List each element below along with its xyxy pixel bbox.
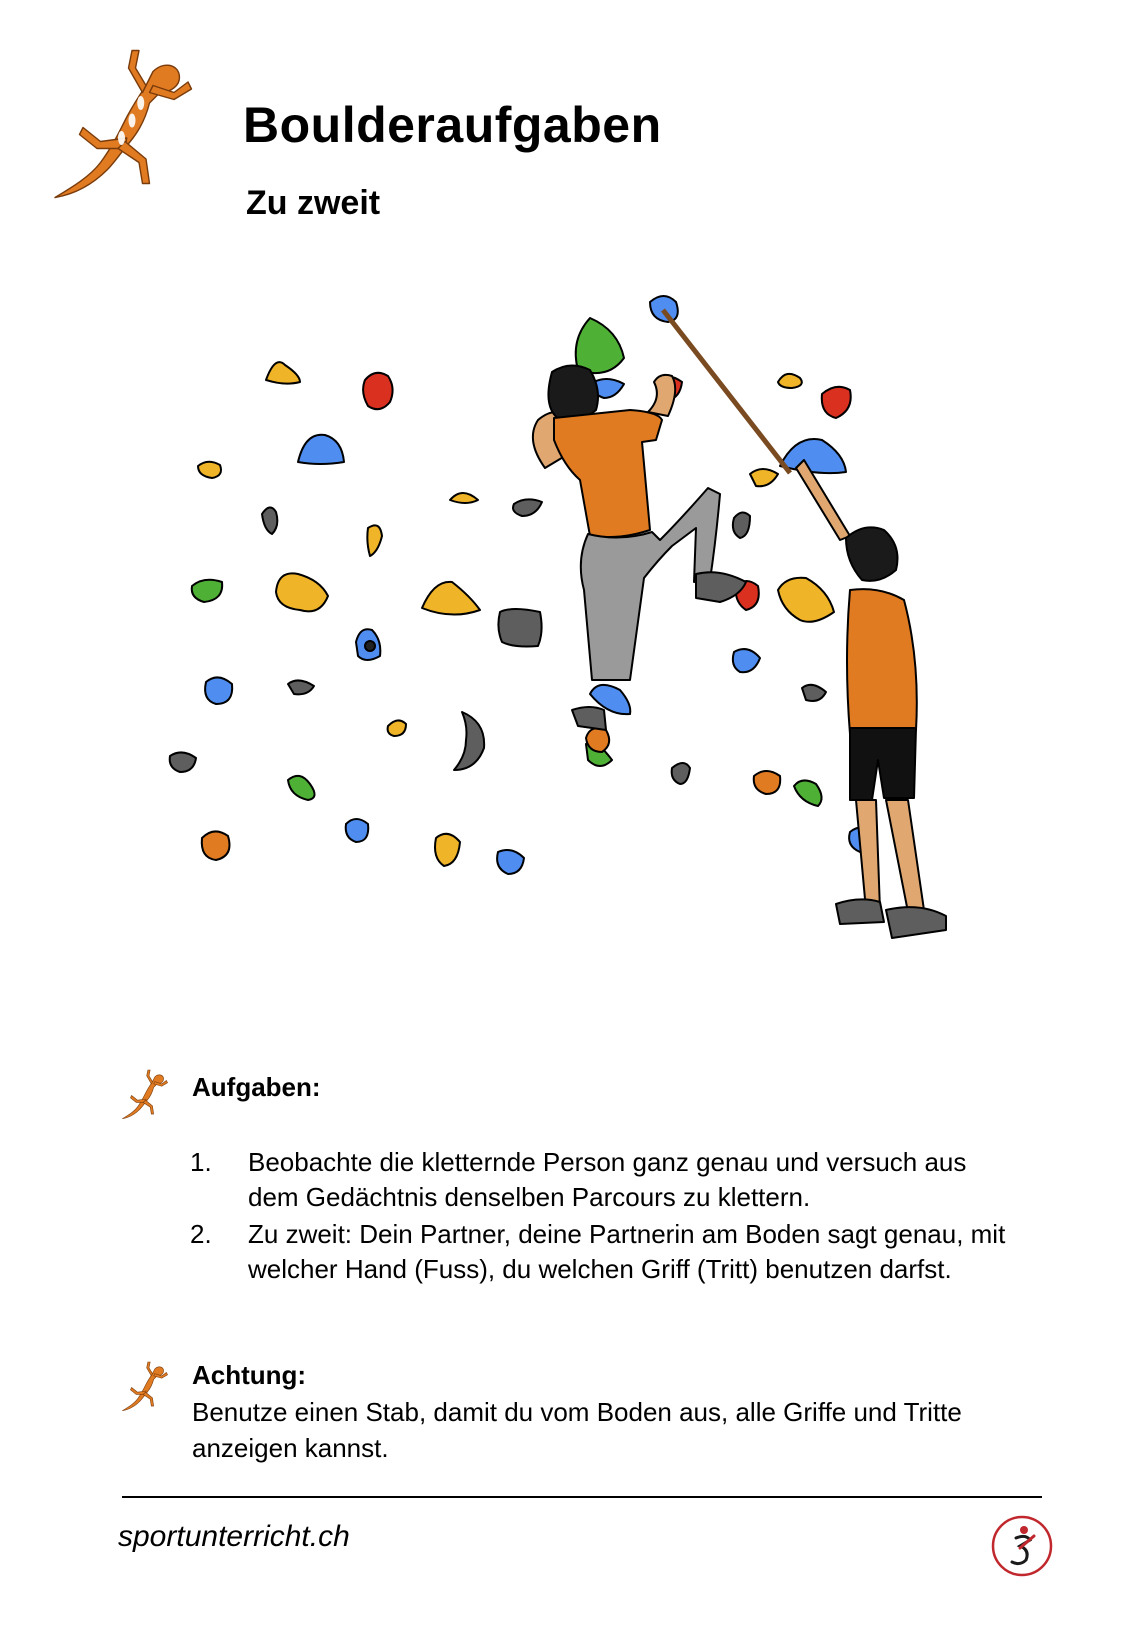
gecko-icon [120, 1350, 178, 1425]
tasks-heading: Aufgaben: [192, 1072, 321, 1102]
list-text: Zu zweit: Dein Partner, deine Partnerin am Boden sagt genau, mit welcher Hand (Fuss), du welchen Griff (Tritt) benutzen darfst. [248, 1219, 1006, 1284]
gecko-icon [120, 1058, 178, 1133]
task-list [190, 1145, 1010, 1287]
list-item [190, 1145, 1010, 1215]
page-title: Boulderaufgaben [243, 97, 662, 153]
hold-icon [170, 296, 876, 874]
list-number: 1. [190, 1147, 212, 1177]
list-item [190, 1217, 1010, 1287]
sportunterricht-logo-icon [990, 1514, 1054, 1578]
list-number: 2. [190, 1219, 212, 1249]
climbing-wall-illustration [160, 290, 1010, 1010]
footer-site: sportunterricht.ch [118, 1520, 350, 1553]
gecko-icon [48, 40, 223, 215]
warning-heading: Achtung: [192, 1360, 307, 1390]
page-subtitle: Zu zweit [246, 184, 381, 222]
warning-text: Benutze einen Stab, damit du vom Boden aus, alle Griffe und Tritte anzeigen kannst. [192, 1397, 962, 1463]
list-text: Beobachte die kletternde Person ganz genau und versuch aus dem Gedächtnis denselben Parcours zu klettern. [248, 1147, 967, 1212]
footer-divider [122, 1496, 1042, 1498]
climber-figure [533, 365, 746, 730]
